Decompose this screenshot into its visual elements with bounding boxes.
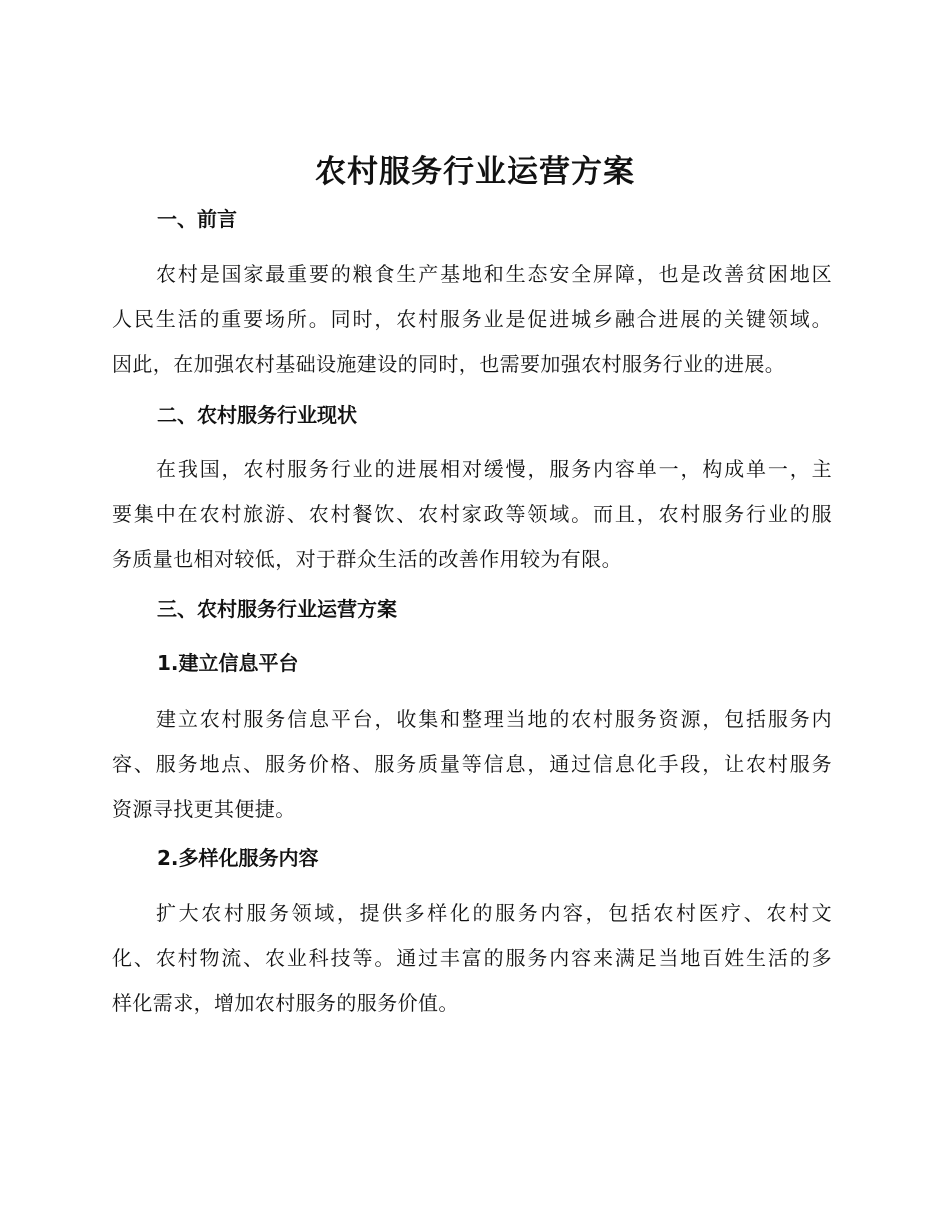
paragraph-line: 在我国，农村服务行业的进展相对缓慢，服务内容单一，构成单一，主 xyxy=(156,457,832,481)
paragraph-line: 资源寻找更其便捷。 xyxy=(112,797,296,821)
paragraph-line: 务质量也相对较低，对于群众生活的改善作用较为有限。 xyxy=(112,547,622,571)
paragraph-line: 建立农村服务信息平台，收集和整理当地的农村服务资源，包括服务内 xyxy=(156,707,832,731)
paragraph-line: 要集中在农村旅游、农村餐饮、农村家政等领域。而且，农村服务行业的服 xyxy=(112,502,832,526)
paragraph-line: 容、服务地点、服务价格、服务质量等信息，通过信息化手段，让农村服务 xyxy=(112,752,832,776)
document-title: 农村服务行业运营方案 xyxy=(315,154,635,190)
paragraph-preface xyxy=(112,252,832,387)
subsection-heading-diverse-services: 2.多样化服务内容 xyxy=(157,846,319,870)
subsection-heading-info-platform: 1.建立信息平台 xyxy=(157,651,299,675)
paragraph-line: 样化需求，增加农村服务的服务价值。 xyxy=(112,991,459,1015)
paragraph-line: 扩大农村服务领域，提供多样化的服务内容，包括农村医疗、农村文 xyxy=(156,901,832,925)
paragraph-line: 农村是国家最重要的粮食生产基地和生态安全屏障，也是改善贫困地区 xyxy=(156,262,832,286)
paragraph-line: 化、农村物流、农业科技等。通过丰富的服务内容来满足当地百姓生活的多 xyxy=(112,946,832,970)
paragraph-diverse-services xyxy=(112,891,832,1026)
paragraph-status xyxy=(112,447,832,582)
paragraph-line: 因此，在加强农村基础设施建设的同时，也需要加强农村服务行业的进展。 xyxy=(112,352,786,376)
section-heading-plan: 三、农村服务行业运营方案 xyxy=(157,597,397,621)
paragraph-info-platform xyxy=(112,697,832,832)
section-heading-preface: 一、前言 xyxy=(157,207,237,231)
paragraph-line: 人民生活的重要场所。同时，农村服务业是促进城乡融合进展的关键领域。 xyxy=(112,307,832,331)
section-heading-status: 二、农村服务行业现状 xyxy=(157,403,357,427)
